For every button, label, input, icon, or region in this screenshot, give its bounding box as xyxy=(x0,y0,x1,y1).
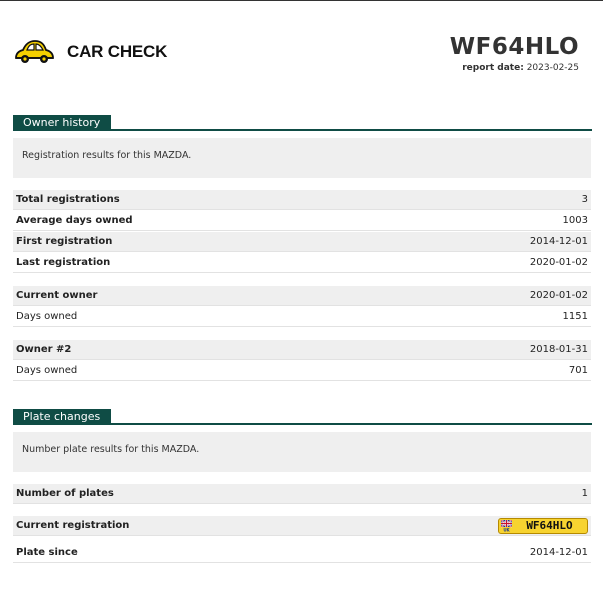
owner-history-title: Owner history xyxy=(13,115,111,131)
plate-changes-title: Plate changes xyxy=(13,409,111,425)
svg-text:UK: UK xyxy=(503,527,510,532)
table-row-current-owner xyxy=(13,286,591,306)
row-label: Number of plates xyxy=(16,488,114,499)
plate-text: WF64HLO xyxy=(526,519,573,532)
table-row-owner-2 xyxy=(13,340,591,360)
row-value: 1151 xyxy=(562,311,588,322)
table-row-plate-since xyxy=(13,543,591,563)
row-value: 2020-01-02 xyxy=(529,257,588,268)
row-label: Days owned xyxy=(16,311,78,322)
report-header xyxy=(13,34,591,78)
row-value: 2020-01-02 xyxy=(529,290,588,301)
row-label: Average days owned xyxy=(16,215,133,226)
report-date-label: report date: xyxy=(462,63,524,73)
row-value: 2018-01-31 xyxy=(529,344,588,355)
row-label: Last registration xyxy=(16,257,111,268)
row-value: 3 xyxy=(581,194,588,205)
row-value: 1 xyxy=(581,488,588,499)
top-border xyxy=(0,0,603,1)
table-row-number-of-plates xyxy=(13,484,591,504)
row-value: 701 xyxy=(568,365,588,376)
row-value: 1003 xyxy=(562,215,588,226)
table-row-total-registrations xyxy=(13,190,591,210)
row-value: 2014-12-01 xyxy=(529,547,588,558)
owner-history-header xyxy=(13,115,592,131)
plate-changes-header xyxy=(13,409,592,425)
table-row-last-registration xyxy=(13,253,591,273)
table-row-owner-2-days xyxy=(13,361,591,381)
table-row-current-registration xyxy=(13,516,591,536)
uk-flag-icon xyxy=(501,520,512,532)
brand-name: CAR CHECK xyxy=(67,42,168,61)
table-row-current-owner-days xyxy=(13,307,591,327)
row-label: First registration xyxy=(16,236,113,247)
row-label: Owner #2 xyxy=(16,344,72,355)
row-label: Current registration xyxy=(16,520,130,531)
registration-title: WF64HLO xyxy=(449,34,579,60)
table-row-first-registration xyxy=(13,232,591,252)
number-plate xyxy=(498,518,588,534)
car-icon xyxy=(13,39,55,65)
row-label: Plate since xyxy=(16,547,78,558)
row-label: Total registrations xyxy=(16,194,120,205)
row-label: Days owned xyxy=(16,365,78,376)
owner-history-intro: Registration results for this MAZDA. xyxy=(13,138,591,178)
table-row-average-days-owned xyxy=(13,211,591,231)
report-date xyxy=(462,63,579,73)
row-label: Current owner xyxy=(16,290,98,301)
plate-changes-intro: Number plate results for this MAZDA. xyxy=(13,432,591,472)
row-value: 2014-12-01 xyxy=(529,236,588,247)
report-date-value: 2023-02-25 xyxy=(526,63,579,73)
